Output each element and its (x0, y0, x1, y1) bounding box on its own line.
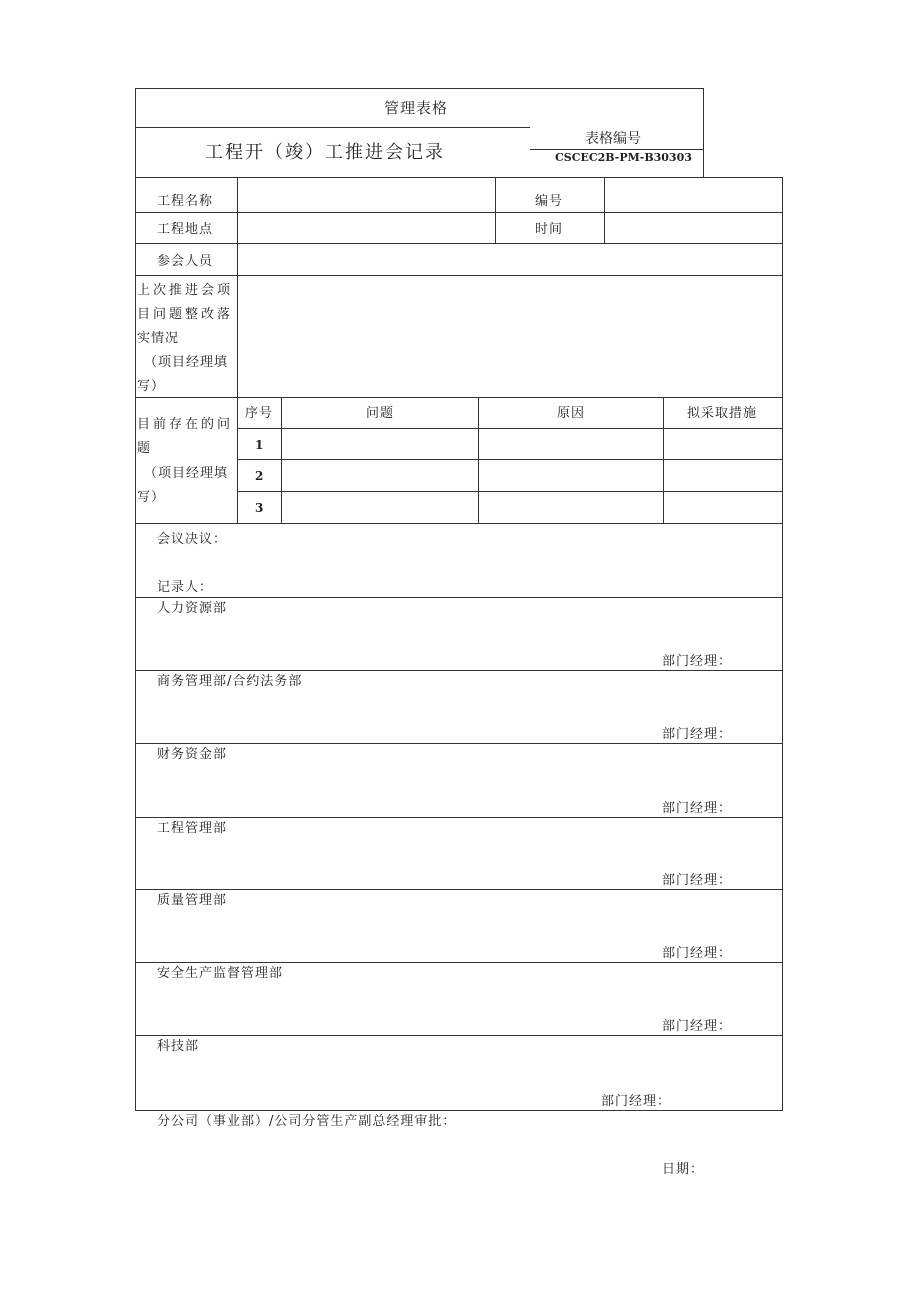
project-location-field[interactable] (238, 213, 494, 243)
form-no-label: 表格编号 (585, 131, 641, 147)
attendees-field[interactable] (238, 244, 781, 275)
department-manager-sign: 部门经理： (662, 873, 733, 888)
form-type-label: 管理表格 (384, 99, 449, 117)
issue-row-number: 3 (255, 501, 265, 515)
issue-row-number: 2 (255, 469, 265, 483)
project-name-field[interactable] (238, 178, 494, 212)
meeting-decision-label: 会议决议： (157, 532, 228, 547)
department-manager-sign: 部门经理： (662, 654, 733, 669)
meeting-decision-field[interactable] (136, 524, 781, 597)
last-meeting-label-line: 上次推进会项 (137, 283, 234, 298)
issue-measures-field[interactable] (664, 429, 781, 459)
department-name: 安全生产监督管理部 (157, 966, 284, 981)
attendees-label: 参会人员 (157, 254, 214, 269)
number-field[interactable] (605, 178, 781, 212)
time-label: 时间 (535, 222, 564, 237)
row-divider (135, 670, 782, 671)
row-divider (135, 1035, 782, 1036)
header-divider (135, 127, 530, 128)
header-top-border (135, 88, 703, 89)
column-divider (495, 177, 496, 243)
form-no-value: CSCEC2B-PM-B30303 (555, 151, 692, 164)
form-no-divider (530, 149, 703, 150)
issue-header-measures: 拟采取措施 (687, 406, 758, 421)
issue-measures-field[interactable] (664, 492, 781, 523)
number-label: 编号 (535, 194, 564, 209)
current-issues-label-line: （项目经理填 (144, 466, 229, 481)
approval-label: 分公司（事业部）/公司分管生产副总经理审批： (157, 1114, 457, 1129)
department-name: 科技部 (157, 1039, 200, 1054)
department-name: 工程管理部 (157, 821, 228, 836)
last-meeting-label-line: 实情况 (137, 331, 180, 346)
department-manager-sign: 部门经理： (662, 1019, 733, 1034)
issue-header-cause: 原因 (557, 406, 586, 421)
project-name-label: 工程名称 (157, 194, 214, 209)
issue-problem-field[interactable] (282, 429, 478, 459)
last-meeting-label-line: （项目经理填 (144, 355, 229, 370)
table-bottom-border (135, 1110, 782, 1111)
current-issues-label-line: 写） (137, 490, 166, 505)
date-label: 日期： (662, 1162, 705, 1177)
row-divider (135, 962, 782, 963)
row-divider (135, 743, 782, 744)
department-name: 财务资金部 (157, 747, 228, 762)
issue-problem-field[interactable] (282, 460, 478, 491)
last-meeting-label-line: 目问题整改落 (137, 307, 234, 322)
issue-measures-field[interactable] (664, 460, 781, 491)
issue-cause-field[interactable] (479, 460, 663, 491)
header-left-border (135, 88, 136, 177)
last-meeting-field[interactable] (238, 276, 781, 397)
current-issues-label-line: 题 (137, 441, 152, 456)
row-divider (135, 597, 782, 598)
row-divider (135, 397, 782, 398)
header-right-border (703, 88, 704, 177)
department-manager-sign: 部门经理： (662, 727, 733, 742)
issue-header-seq: 序号 (245, 406, 274, 421)
issue-header-problem: 问题 (366, 406, 395, 421)
department-name: 商务管理部/合约法务部 (157, 674, 303, 689)
time-field[interactable] (605, 213, 781, 243)
department-name: 质量管理部 (157, 893, 228, 908)
department-manager-sign: 部门经理： (662, 801, 733, 816)
table-left-border (135, 177, 136, 1111)
issue-cause-field[interactable] (479, 429, 663, 459)
issue-cause-field[interactable] (479, 492, 663, 523)
department-name: 人力资源部 (157, 601, 228, 616)
department-manager-sign: 部门经理： (662, 946, 733, 961)
page-title: 工程开（竣）工推进会记录 (205, 142, 445, 163)
issue-problem-field[interactable] (282, 492, 478, 523)
department-manager-sign: 部门经理： (601, 1094, 672, 1109)
table-right-border (782, 177, 783, 1111)
row-divider (135, 889, 782, 890)
issue-row-number: 1 (255, 438, 265, 452)
project-location-label: 工程地点 (157, 222, 214, 237)
last-meeting-label-line: 写） (137, 379, 166, 394)
current-issues-label-line: 目前存在的问 (137, 417, 234, 432)
recorder-label: 记录人： (157, 580, 214, 595)
row-divider (135, 817, 782, 818)
